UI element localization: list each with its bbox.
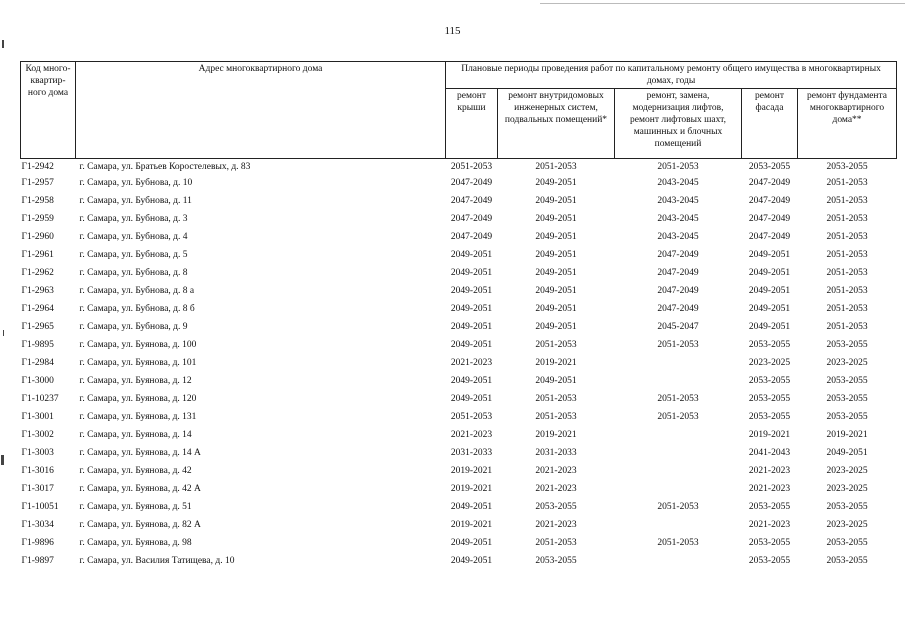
- cell-engineering: 2049-2051: [535, 376, 577, 386]
- cell-facade: 2053-2055: [748, 556, 791, 566]
- cell-roof: 2047-2049: [450, 214, 493, 224]
- cell-elevators: 2051-2053: [657, 340, 699, 350]
- cell-facade: 2053-2055: [748, 538, 791, 548]
- cell-code: Г1-3000: [21, 376, 54, 386]
- cell-facade: 2021-2023: [748, 520, 791, 530]
- cell-roof: 2019-2021: [450, 520, 493, 530]
- cell-foundation: 2023-2025: [826, 358, 868, 368]
- cell-facade: 2053-2055: [748, 376, 791, 386]
- cell-foundation: 2051-2053: [826, 304, 868, 314]
- cell-address: г. Самара, ул. Бубнова, д. 5: [79, 250, 188, 260]
- cell-elevators: [615, 372, 742, 390]
- scan-artifact-mark: [3, 330, 4, 336]
- cell-address: г. Самара, ул. Буянова, д. 14: [79, 430, 192, 440]
- header-roof: ремонт крыши: [446, 89, 498, 159]
- cell-engineering: 2051-2053: [535, 340, 577, 350]
- cell-roof: 2051-2053: [450, 161, 493, 172]
- cell-code: Г1-9895: [21, 340, 54, 350]
- cell-elevators: [615, 354, 742, 372]
- cell-engineering: 2049-2051: [535, 268, 577, 278]
- cell-code: Г1-2959: [21, 214, 54, 224]
- header-address: Адрес многоквартирного дома: [76, 62, 446, 159]
- cell-foundation: 2053-2055: [826, 340, 868, 350]
- cell-foundation: 2023-2025: [826, 466, 868, 476]
- header-code: Код много-квартир-ного дома: [21, 62, 76, 159]
- cell-elevators: 2051-2053: [657, 538, 699, 548]
- cell-facade: 2047-2049: [748, 178, 791, 188]
- cell-roof: 2049-2051: [450, 250, 493, 260]
- cell-roof: 2049-2051: [450, 556, 493, 566]
- table-row: [21, 336, 897, 354]
- cell-code: Г1-2964: [21, 304, 54, 314]
- cell-roof: 2049-2051: [450, 268, 493, 278]
- table-row: [21, 264, 897, 282]
- cell-address: г. Самара, ул. Буянова, д. 42 А: [79, 484, 201, 494]
- cell-foundation: 2051-2053: [826, 286, 868, 296]
- table-row: [21, 174, 897, 192]
- cell-address: г. Самара, ул. Буянова, д. 98: [79, 538, 192, 548]
- cell-engineering: 2053-2055: [535, 502, 577, 512]
- cell-engineering: 2049-2051: [535, 250, 577, 260]
- cell-elevators: [615, 444, 742, 462]
- cell-foundation: 2053-2055: [826, 502, 868, 512]
- scan-edge-line: [540, 3, 905, 4]
- cell-code: Г1-2961: [21, 250, 54, 260]
- cell-code: Г1-2963: [21, 286, 54, 296]
- cell-code: Г1-2957: [21, 178, 54, 188]
- table-body: [21, 159, 897, 571]
- cell-code: Г1-3017: [21, 484, 54, 494]
- table-row: [21, 300, 897, 318]
- cell-foundation: 2051-2053: [826, 322, 868, 332]
- cell-roof: 2047-2049: [450, 232, 493, 242]
- cell-foundation: 2049-2051: [826, 448, 868, 458]
- cell-engineering: 2019-2021: [535, 358, 577, 368]
- cell-roof: 2049-2051: [450, 304, 493, 314]
- cell-address: г. Самара, ул. Буянова, д. 42: [79, 466, 192, 476]
- table-row: [21, 390, 897, 408]
- table-row: [21, 192, 897, 210]
- cell-roof: 2049-2051: [450, 394, 493, 404]
- cell-engineering: 2049-2051: [535, 214, 577, 224]
- cell-foundation: 2051-2053: [826, 214, 868, 224]
- cell-address: г. Самара, ул. Бубнова, д. 8: [79, 268, 188, 278]
- cell-code: Г1-2962: [21, 268, 54, 278]
- cell-code: Г1-10237: [21, 394, 59, 404]
- scan-artifact-mark: [1, 455, 4, 465]
- table-row: [21, 426, 897, 444]
- cell-foundation: 2051-2053: [826, 232, 868, 242]
- cell-facade: 2047-2049: [748, 232, 791, 242]
- cell-foundation: 2053-2055: [826, 161, 868, 172]
- cell-foundation: 2051-2053: [826, 250, 868, 260]
- table-row: [21, 246, 897, 264]
- cell-code: Г1-2960: [21, 232, 54, 242]
- cell-elevators: [615, 552, 742, 570]
- cell-roof: 2049-2051: [450, 538, 493, 548]
- cell-engineering: 2031-2033: [535, 448, 577, 458]
- cell-facade: 2047-2049: [748, 196, 791, 206]
- cell-facade: 2047-2049: [748, 214, 791, 224]
- cell-code: Г1-3002: [21, 430, 54, 440]
- cell-foundation: 2053-2055: [826, 376, 868, 386]
- cell-elevators: 2051-2053: [657, 502, 699, 512]
- cell-engineering: 2051-2053: [535, 538, 577, 548]
- cell-foundation: 2053-2055: [826, 556, 868, 566]
- cell-roof: 2021-2023: [450, 430, 493, 440]
- table-row: [21, 552, 897, 570]
- cell-code: Г1-3034: [21, 520, 54, 530]
- cell-address: г. Самара, ул. Буянова, д. 51: [79, 502, 192, 512]
- cell-roof: 2047-2049: [450, 196, 493, 206]
- cell-foundation: 2053-2055: [826, 412, 868, 422]
- cell-foundation: 2023-2025: [826, 484, 868, 494]
- cell-facade: 2049-2051: [748, 268, 791, 278]
- cell-elevators: 2051-2053: [657, 394, 699, 404]
- cell-elevators: 2051-2053: [657, 161, 699, 172]
- cell-foundation: 2051-2053: [826, 268, 868, 278]
- cell-address: г. Самара, ул. Буянова, д. 120: [79, 394, 197, 404]
- cell-facade: 2021-2023: [748, 484, 791, 494]
- cell-address: г. Самара, ул. Бубнова, д. 9: [79, 322, 188, 332]
- header-facade: ремонт фасада: [742, 89, 798, 159]
- cell-engineering: 2049-2051: [535, 178, 577, 188]
- cell-roof: 2049-2051: [450, 322, 493, 332]
- cell-engineering: 2049-2051: [535, 286, 577, 296]
- cell-code: Г1-2958: [21, 196, 54, 206]
- cell-address: г. Самара, ул. Буянова, д. 12: [79, 376, 192, 386]
- cell-address: г. Самара, ул. Бубнова, д. 10: [79, 178, 193, 188]
- cell-elevators: 2043-2045: [657, 214, 699, 224]
- cell-engineering: 2049-2051: [535, 196, 577, 206]
- cell-facade: 2053-2055: [748, 502, 791, 512]
- cell-engineering: 2021-2023: [535, 466, 577, 476]
- cell-facade: 2023-2025: [748, 358, 791, 368]
- cell-engineering: 2051-2053: [535, 412, 577, 422]
- cell-address: г. Самара, ул. Буянова, д. 14 А: [79, 448, 201, 458]
- cell-facade: 2041-2043: [748, 448, 791, 458]
- cell-foundation: 2053-2055: [826, 394, 868, 404]
- cell-engineering: 2049-2051: [535, 304, 577, 314]
- cell-elevators: [615, 480, 742, 498]
- cell-address: г. Самара, ул. Буянова, д. 101: [79, 358, 197, 368]
- page-number: 115: [444, 25, 461, 37]
- table-row: [21, 534, 897, 552]
- cell-code: Г1-2965: [21, 322, 54, 332]
- cell-code: Г1-9897: [21, 556, 54, 566]
- cell-address: г. Самара, ул. Василия Татищева, д. 10: [79, 556, 235, 566]
- table-row: [21, 354, 897, 372]
- cell-roof: 2031-2033: [450, 448, 493, 458]
- cell-facade: 2049-2051: [748, 286, 791, 296]
- header-periods: Плановые периоды проведения работ по капитальному ремонту общего имущества в многоквартирных домах, годы: [446, 62, 897, 89]
- cell-elevators: 2047-2049: [657, 286, 699, 296]
- cell-foundation: 2053-2055: [826, 538, 868, 548]
- table-row: [21, 210, 897, 228]
- cell-facade: 2019-2021: [748, 430, 791, 440]
- cell-elevators: 2047-2049: [657, 268, 699, 278]
- cell-address: г. Самара, ул. Братьев Коростелевых, д. 83: [79, 161, 251, 172]
- cell-roof: 2047-2049: [450, 178, 493, 188]
- cell-elevators: [615, 516, 742, 534]
- cell-engineering: 2051-2053: [535, 161, 577, 172]
- table-row: [21, 372, 897, 390]
- cell-roof: 2019-2021: [450, 484, 493, 494]
- cell-code: Г1-3016: [21, 466, 54, 476]
- cell-foundation: 2051-2053: [826, 196, 868, 206]
- cell-roof: 2049-2051: [450, 340, 493, 350]
- cell-engineering: 2021-2023: [535, 520, 577, 530]
- cell-elevators: 2047-2049: [657, 250, 699, 260]
- cell-facade: 2049-2051: [748, 304, 791, 314]
- cell-facade: 2053-2055: [748, 412, 791, 422]
- cell-facade: 2053-2055: [748, 161, 791, 172]
- cell-roof: 2049-2051: [450, 376, 493, 386]
- table-row: [21, 408, 897, 426]
- cell-code: Г1-3003: [21, 448, 54, 458]
- table-row: [21, 228, 897, 246]
- cell-address: г. Самара, ул. Буянова, д. 82 А: [79, 520, 201, 530]
- cell-elevators: 2043-2045: [657, 178, 699, 188]
- cell-facade: 2053-2055: [748, 340, 791, 350]
- table-row: [21, 480, 897, 498]
- cell-facade: 2049-2051: [748, 250, 791, 260]
- cell-foundation: 2051-2053: [826, 178, 868, 188]
- cell-roof: 2051-2053: [450, 412, 493, 422]
- cell-elevators: [615, 462, 742, 480]
- cell-elevators: 2051-2053: [657, 412, 699, 422]
- table-row: [21, 159, 897, 175]
- cell-address: г. Самара, ул. Буянова, д. 131: [79, 412, 197, 422]
- table-row: [21, 516, 897, 534]
- cell-engineering: 2053-2055: [535, 556, 577, 566]
- capital-repair-schedule-table: [20, 61, 897, 570]
- cell-roof: 2021-2023: [450, 358, 493, 368]
- table-row: [21, 282, 897, 300]
- cell-facade: 2053-2055: [748, 394, 791, 404]
- cell-address: г. Самара, ул. Бубнова, д. 3: [79, 214, 188, 224]
- cell-elevators: 2043-2045: [657, 196, 699, 206]
- cell-code: Г1-2984: [21, 358, 54, 368]
- cell-code: Г1-2942: [21, 161, 54, 172]
- cell-address: г. Самара, ул. Бубнова, д. 8 б: [79, 304, 195, 314]
- scan-artifact-mark: [2, 40, 4, 48]
- cell-address: г. Самара, ул. Бубнова, д. 4: [79, 232, 188, 242]
- cell-address: г. Самара, ул. Буянова, д. 100: [79, 340, 197, 350]
- header-foundation: ремонт фундамента многоквартирного дома**: [798, 89, 897, 159]
- cell-code: Г1-9896: [21, 538, 54, 548]
- cell-foundation: 2023-2025: [826, 520, 868, 530]
- cell-facade: 2021-2023: [748, 466, 791, 476]
- cell-engineering: 2021-2023: [535, 484, 577, 494]
- cell-elevators: 2047-2049: [657, 304, 699, 314]
- table-row: [21, 498, 897, 516]
- cell-address: г. Самара, ул. Бубнова, д. 11: [79, 196, 192, 206]
- cell-elevators: 2045-2047: [657, 322, 699, 332]
- header-elevators: ремонт, замена, модернизация лифтов, ремонт лифтовых шахт, машинных и блочных помещений: [615, 89, 742, 159]
- cell-facade: 2049-2051: [748, 322, 791, 332]
- table-row: [21, 318, 897, 336]
- cell-roof: 2049-2051: [450, 502, 493, 512]
- cell-elevators: 2043-2045: [657, 232, 699, 242]
- table-row: [21, 462, 897, 480]
- cell-code: Г1-3001: [21, 412, 54, 422]
- cell-foundation: 2019-2021: [826, 430, 868, 440]
- cell-code: Г1-10051: [21, 502, 59, 512]
- cell-engineering: 2049-2051: [535, 322, 577, 332]
- cell-elevators: [615, 426, 742, 444]
- cell-address: г. Самара, ул. Бубнова, д. 8 а: [79, 286, 195, 296]
- cell-engineering: 2019-2021: [535, 430, 577, 440]
- header-engineering: ремонт внутридомовых инженерных систем, подвальных помещений*: [498, 89, 615, 159]
- cell-engineering: 2051-2053: [535, 394, 577, 404]
- cell-roof: 2019-2021: [450, 466, 493, 476]
- table-row: [21, 444, 897, 462]
- cell-engineering: 2049-2051: [535, 232, 577, 242]
- cell-roof: 2049-2051: [450, 286, 493, 296]
